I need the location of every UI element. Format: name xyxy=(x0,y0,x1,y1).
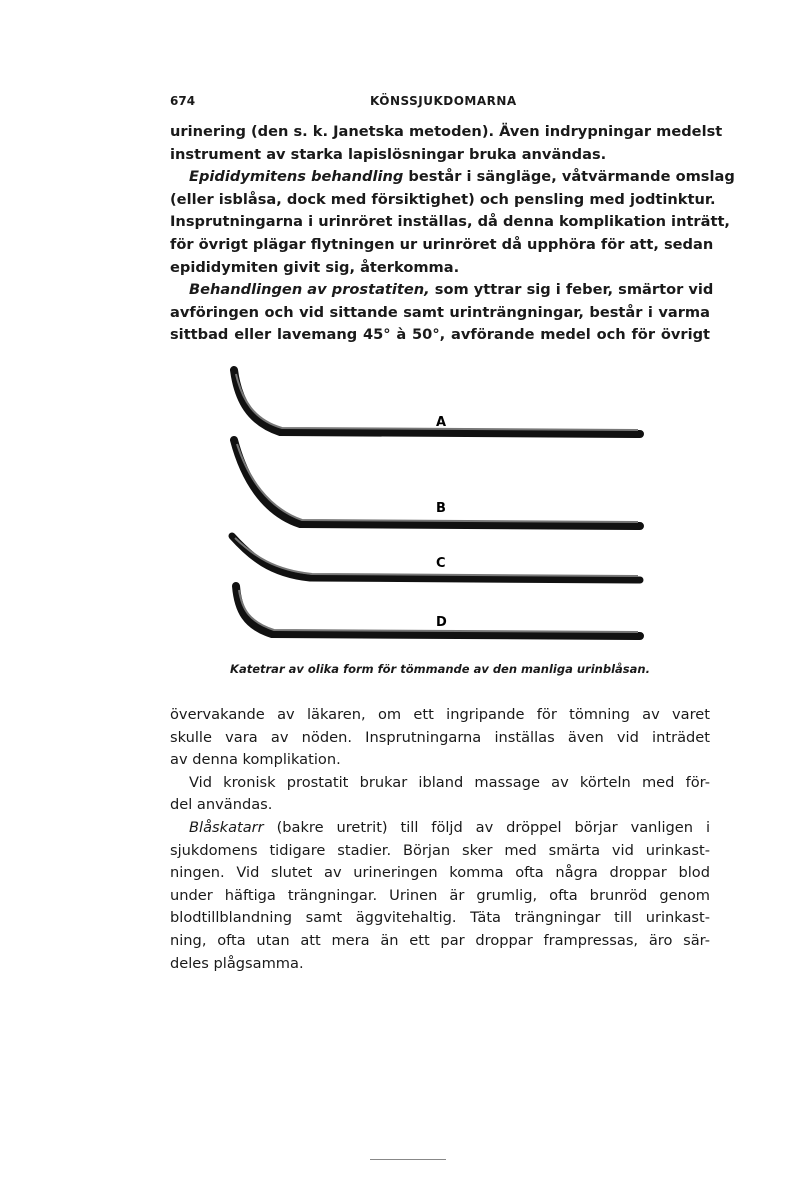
catheter-a xyxy=(234,370,640,434)
text-line: del användas. xyxy=(170,796,273,814)
label-b: B xyxy=(436,501,446,516)
catheter-figure xyxy=(220,360,660,660)
page-header xyxy=(170,94,710,112)
text-line: övervakande av läkaren, om ett ingripande för tömning av varet xyxy=(170,706,710,723)
footer-rule xyxy=(370,1159,446,1160)
text-line: för övrigt plägar flytningen ur urinröret då upphöra för att, sedan xyxy=(170,235,714,253)
text-block-bottom xyxy=(170,704,710,975)
label-a: A xyxy=(436,415,447,430)
text-line: sjukdomens tidigare stadier. Början sker med smärta vid urinkast- xyxy=(170,841,710,859)
label-d: D xyxy=(436,615,447,630)
text-line: sittbad eller lavemang 45° à 50°, avförande medel och för övrigt xyxy=(170,326,710,344)
text-line: urinering (den s. k. Janetska metoden). Även indrypningar medelst xyxy=(170,123,723,140)
emphasis: Epididymitens behandling xyxy=(189,168,404,186)
catheter-c xyxy=(232,536,640,580)
text-line: av denna komplikation. xyxy=(170,751,341,769)
running-title: KÖNSSJUKDOMARNA xyxy=(370,94,517,108)
figure-caption: Katetrar av olika form för tömmande av den manliga urinblåsan. xyxy=(230,662,650,676)
emphasis: Blåskatarr xyxy=(189,818,264,836)
catheter-b xyxy=(234,440,640,526)
emphasis: Behandlingen av prostatiten, xyxy=(189,281,430,299)
text-line: epididymiten givit sig, återkomma. xyxy=(170,258,460,276)
page-number: 674 xyxy=(170,94,196,108)
text-line: under häftiga trängningar. Urinen är grumlig, ofta brunröd genom xyxy=(170,886,710,904)
text-line: deles plågsamma. xyxy=(170,954,304,972)
text-block-top xyxy=(170,121,735,347)
label-c: C xyxy=(436,556,446,571)
text-line: Blåskatarr (bakre uretrit) till följd av dröppel börjar vanligen i xyxy=(189,818,710,836)
text-line: instrument av starka lapislösningar bruka användas. xyxy=(170,145,607,163)
text-line: ningen. Vid slutet av urineringen komma ofta några droppar blod xyxy=(170,864,710,882)
catheter-d xyxy=(236,586,640,636)
text-line: (eller isblåsa, dock med försiktighet) och pensling med jodtinktur. xyxy=(170,190,716,208)
text-line: skulle vara av nöden. Insprutningarna inställas även vid inträdet xyxy=(170,728,710,746)
text-line: ning, ofta utan att mera än ett par droppar frampressas, äro sär- xyxy=(170,931,710,949)
text-line: blodtillblandning samt äggvitehaltig. Täta trängningar till urinkast- xyxy=(170,909,710,927)
text-line: avföringen och vid sittande samt urinträngningar, består i varma xyxy=(170,303,710,321)
text-line: Behandlingen av prostatiten, som yttrar sig i feber, smärtor vid xyxy=(189,281,714,299)
text-line: Epididymitens behandling består i sängläge, våtvärmande omslag xyxy=(189,168,735,186)
text-line: Insprutningarna i urinröret inställas, då denna komplikation inträtt, xyxy=(170,213,730,231)
text-line: Vid kronisk prostatit brukar ibland massage av körteln med för- xyxy=(189,773,710,791)
